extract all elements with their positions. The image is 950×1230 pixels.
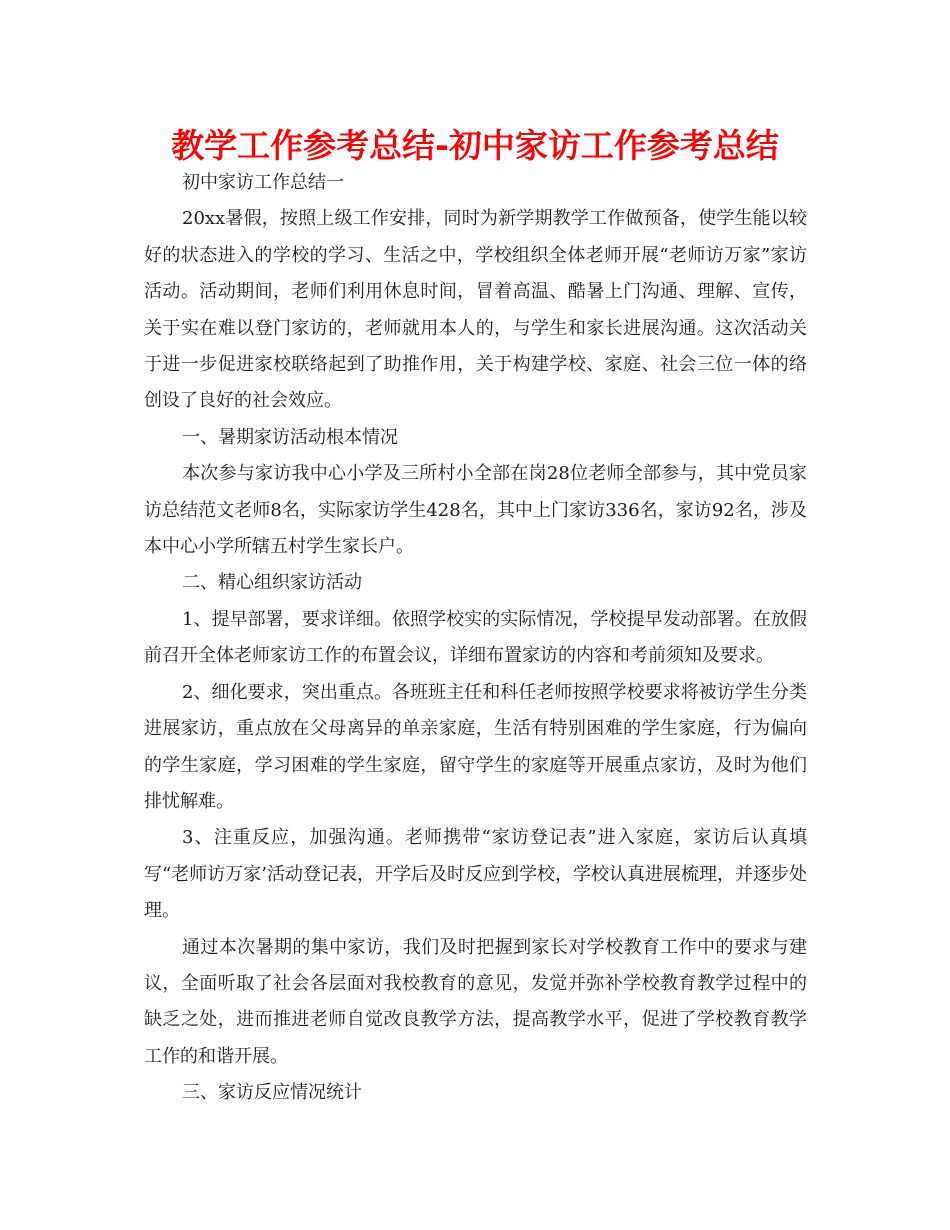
section-heading-3: 三、家访反应情况统计 [182,1082,362,1104]
paragraph-intro: 20xx暑假，按照上级工作安排，同时为新学期教学工作做预备，使学生能以较好的状态进入的学校的学习、生活之中，学校组织全体老师开展“老师访万家”家访活动。活动期间，老师们利用休息时间，冒着高温、酷暑上门沟通、理解、宣传，关于实在难以登门家访的，老师就用本人的，与学生和家长进展沟通。这次活动关于进一步促进家校联络起到了助推作用，关于构建学校、家庭、社会三位一体的络创设了良好的社会效应。 [144,208,807,412]
paragraph-overview: 本次参与家访我中心小学及三所村小全部在岗28位老师全部参与，其中党员家访总结范文老师8名，实际家访学生428名，其中上门家访336名，家访92名，涉及本中心小学所辖五村学生家长户。 [144,463,807,558]
paragraph-summary: 通过本次暑期的集中家访，我们及时把握到家长对学校教育工作中的要求与建议，全面听取了社会各层面对我校教育的意见，发觉并弥补学校教育教学过程中的缺乏之处，进而推进老师自觉改良教学方法，提高教学水平，促进了学校教育教学工作的和谐开展。 [144,936,807,1067]
section-subtitle: 初中家访工作总结一 [182,172,344,193]
section-heading-2: 二、精心组织家访活动 [182,572,362,594]
section-heading-1: 一、暑期家访活动根本情况 [182,426,398,448]
paragraph-item-2: 2、细化要求，突出重点。各班班主任和科任老师按照学校要求将被访学生分类进展家访，重点放在父母离异的单亲家庭，生活有特别困难的学生家庭，行为偏向的学生家庭，学习困难的学生家庭，留守学生的家庭等开展重点家访，及时为他们排忧解难。 [144,681,807,812]
document-body [144,165,807,1112]
paragraph-item-3: 3、注重反应，加强沟通。老师携带“家访登记表”进入家庭，家访后认真填写“老师访万家’活动登记表，开学后及时反应到学校，学校认真进展梳理，并逐步处理。 [144,827,807,922]
paragraph-item-1: 1、提早部署，要求详细。依照学校实的实际情况，学校提早发动部署。在放假前召开全体老师家访工作的布置会议，详细布置家访的内容和考前须知及要求。 [144,608,807,667]
document-title: 教学工作参考总结-初中家访工作参考总结 [171,126,779,165]
